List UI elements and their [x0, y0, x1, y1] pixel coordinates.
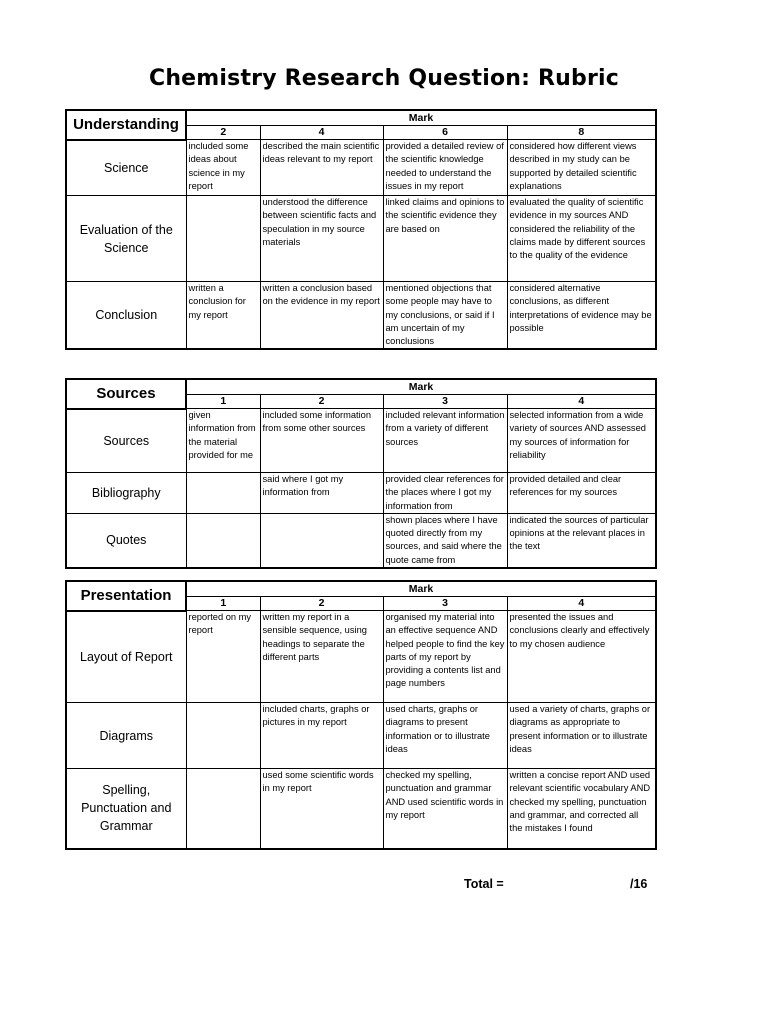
descriptor-cell: included some ideas about science in my report	[186, 140, 260, 196]
descriptor-cell: reported on my report	[186, 611, 260, 703]
criterion-label: Bibliography	[66, 473, 186, 514]
descriptor-cell: written a conclusion based on the evidence in my report	[260, 282, 383, 350]
score-header: 2	[186, 126, 260, 140]
descriptor-cell: used charts, graphs or diagrams to present information or to illustrate ideas	[383, 703, 507, 769]
score-header: 2	[260, 395, 383, 409]
score-header: 4	[507, 395, 656, 409]
descriptor-cell: linked claims and opinions to the scientific evidence they are based on	[383, 196, 507, 282]
descriptor-cell	[186, 769, 260, 849]
descriptor-cell: provided clear references for the places where I got my information from	[383, 473, 507, 514]
descriptor-cell: indicated the sources of particular opinions at the relevant places in the text	[507, 513, 656, 568]
descriptor-cell: written my report in a sensible sequence, using headings to separate the different parts	[260, 611, 383, 703]
descriptor-cell	[260, 513, 383, 568]
descriptor-cell: shown places where I have quoted directly from my sources, and said where the quote came from	[383, 513, 507, 568]
descriptor-cell: included charts, graphs or pictures in my report	[260, 703, 383, 769]
section-title: Sources	[66, 379, 186, 409]
criterion-label: Conclusion	[66, 282, 186, 350]
descriptor-cell: included some information from some other sources	[260, 409, 383, 473]
descriptor-cell: understood the difference between scientific facts and speculation in my source materials	[260, 196, 383, 282]
criterion-label: Spelling, Punctuation and Grammar	[66, 769, 186, 849]
descriptor-cell: mentioned objections that some people may have to my conclusions, or said if I am uncertain of my conclusions	[383, 282, 507, 350]
descriptor-cell: evaluated the quality of scientific evidence in my sources AND considered the reliability of the claims made by different sources to the quality of the evidence	[507, 196, 656, 282]
mark-header: Mark	[186, 379, 656, 395]
descriptor-cell: considered alternative conclusions, as different interpretations of evidence may be possible	[507, 282, 656, 350]
descriptor-cell: organised my material into an effective sequence AND helped people to find the key parts of my report by providing a contents list and page numbers	[383, 611, 507, 703]
descriptor-cell: described the main scientific ideas relevant to my report	[260, 140, 383, 196]
total-label: Total =	[464, 877, 504, 891]
descriptor-cell: given information from the material provided for me	[186, 409, 260, 473]
score-header: 8	[507, 126, 656, 140]
presentation-table	[65, 580, 657, 850]
page-title: Chemistry Research Question: Rubric	[148, 66, 620, 91]
descriptor-cell	[186, 703, 260, 769]
score-header: 1	[186, 597, 260, 611]
descriptor-cell: used some scientific words in my report	[260, 769, 383, 849]
descriptor-cell: provided a detailed review of the scientific knowledge needed to understand the issues in my report	[383, 140, 507, 196]
section-title: Presentation	[66, 581, 186, 611]
descriptor-cell: presented the issues and conclusions clearly and effectively to my chosen audience	[507, 611, 656, 703]
score-header: 2	[260, 597, 383, 611]
section-title: Understanding	[66, 110, 186, 140]
descriptor-cell: provided detailed and clear references for my sources	[507, 473, 656, 514]
descriptor-cell	[186, 196, 260, 282]
criterion-label: Science	[66, 140, 186, 196]
descriptor-cell: included relevant information from a variety of different sources	[383, 409, 507, 473]
score-header: 3	[383, 597, 507, 611]
criterion-label: Quotes	[66, 513, 186, 568]
mark-header: Mark	[186, 581, 656, 597]
descriptor-cell: written a conclusion for my report	[186, 282, 260, 350]
score-header: 6	[383, 126, 507, 140]
sources-table	[65, 378, 657, 569]
descriptor-cell: written a concise report AND used relevant scientific vocabulary AND checked my spelling, punctuation and grammar, and corrected all the mistakes I found	[507, 769, 656, 849]
descriptor-cell: considered how different views described in my study can be supported by detailed scientific explanations	[507, 140, 656, 196]
score-header: 3	[383, 395, 507, 409]
descriptor-cell: selected information from a wide variety of sources AND assessed my sources of information for reliability	[507, 409, 656, 473]
criterion-label: Sources	[66, 409, 186, 473]
score-header: 1	[186, 395, 260, 409]
criterion-label: Diagrams	[66, 703, 186, 769]
descriptor-cell	[186, 473, 260, 514]
descriptor-cell: said where I got my information from	[260, 473, 383, 514]
understanding-table	[65, 109, 657, 350]
descriptor-cell: checked my spelling, punctuation and grammar AND used scientific words in my report	[383, 769, 507, 849]
score-header: 4	[507, 597, 656, 611]
descriptor-cell	[186, 513, 260, 568]
criterion-label: Evaluation of the Science	[66, 196, 186, 282]
score-header: 4	[260, 126, 383, 140]
total-out-of: /16	[630, 877, 648, 891]
mark-header: Mark	[186, 110, 656, 126]
descriptor-cell: used a variety of charts, graphs or diagrams as appropriate to present information or to illustrate ideas	[507, 703, 656, 769]
criterion-label: Layout of Report	[66, 611, 186, 703]
